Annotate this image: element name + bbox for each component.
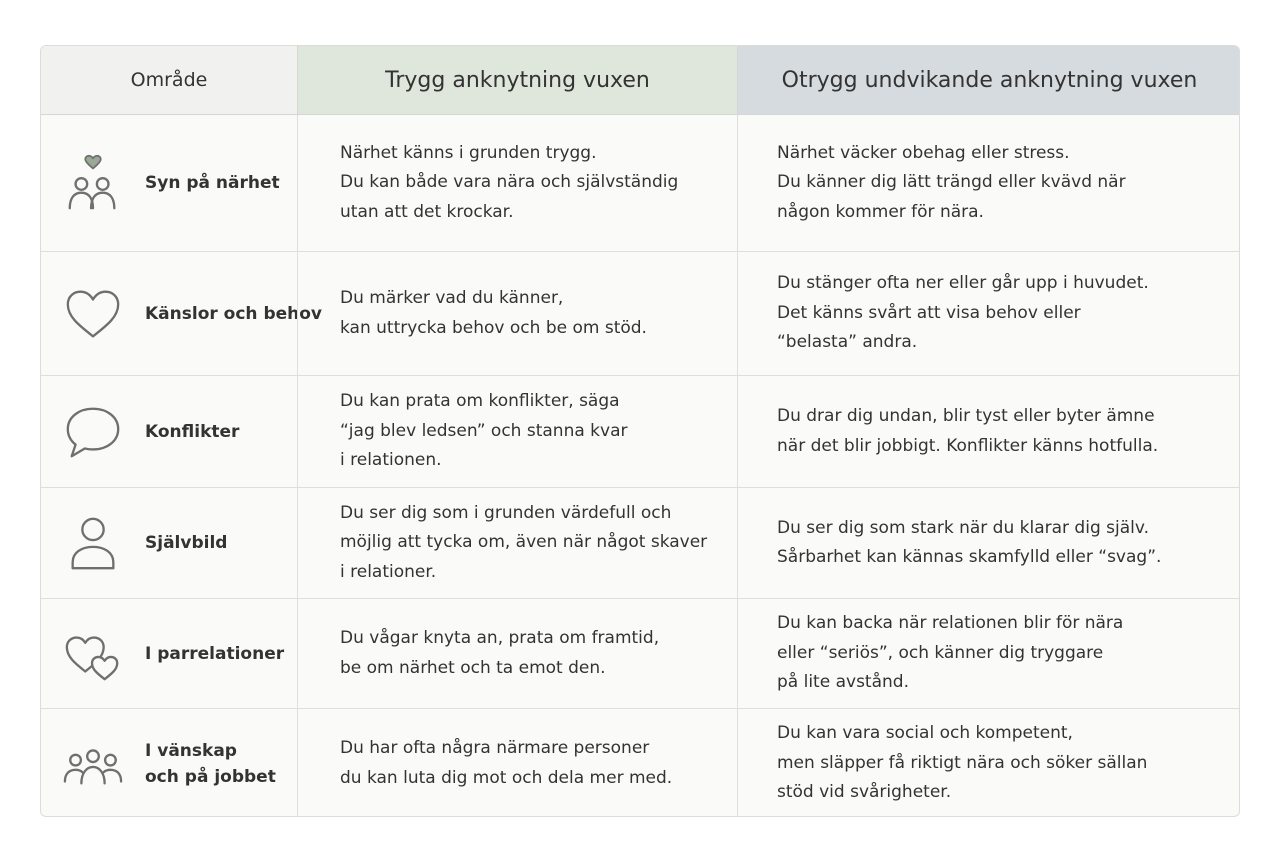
header-area: Område bbox=[41, 46, 297, 115]
table-row bbox=[41, 252, 1240, 376]
area-label: I vänskap och på jobbet bbox=[145, 740, 276, 787]
table-row bbox=[41, 709, 1240, 817]
secure-cell: Du vågar knyta an, prata om framtid, be om närhet och ta emot den. bbox=[297, 599, 737, 708]
person-icon bbox=[61, 511, 125, 575]
header-secure: Trygg anknytning vuxen bbox=[297, 46, 737, 115]
area-cell bbox=[41, 488, 297, 598]
two-hearts-icon bbox=[61, 622, 125, 686]
avoidant-cell: Du kan vara social och kompetent, men släpper få riktigt nära och söker sällan stöd vid svårigheter. bbox=[737, 709, 1240, 817]
secure-cell: Du kan prata om konflikter, säga “jag blev ledsen” och stanna kvar i relationen. bbox=[297, 376, 737, 487]
people-heart-icon bbox=[61, 151, 125, 215]
secure-cell: Närhet känns i grunden trygg. Du kan både vara nära och självständig utan att det krockar. bbox=[297, 115, 737, 251]
avoidant-cell: Du ser dig som stark när du klarar dig själv. Sårbarhet kan kännas skamfylld eller “svag”. bbox=[737, 488, 1240, 598]
speech-bubble-icon bbox=[61, 400, 125, 464]
area-cell bbox=[41, 599, 297, 708]
table-row bbox=[41, 376, 1240, 488]
secure-cell: Du har ofta några närmare personer du kan luta dig mot och dela mer med. bbox=[297, 709, 737, 817]
area-label: Självbild bbox=[145, 533, 228, 553]
secure-cell: Du märker vad du känner, kan uttrycka behov och be om stöd. bbox=[297, 252, 737, 375]
area-label: Syn på närhet bbox=[145, 173, 280, 193]
avoidant-cell: Du stänger ofta ner eller går upp i huvudet. Det känns svårt att visa behov eller “belasta” andra. bbox=[737, 252, 1240, 375]
table-row bbox=[41, 599, 1240, 709]
header-avoidant: Otrygg undvikande anknytning vuxen bbox=[737, 46, 1240, 115]
group-icon bbox=[61, 732, 125, 796]
heart-icon bbox=[61, 282, 125, 346]
avoidant-cell: Du drar dig undan, blir tyst eller byter ämne när det blir jobbigt. Konflikter känns hotfulla. bbox=[737, 376, 1240, 487]
comparison-table bbox=[40, 45, 1240, 817]
secure-cell: Du ser dig som i grunden värdefull och möjlig att tycka om, även när något skaver i relationer. bbox=[297, 488, 737, 598]
area-cell bbox=[41, 376, 297, 487]
area-cell bbox=[41, 709, 297, 817]
area-cell bbox=[41, 252, 323, 375]
area-cell bbox=[41, 115, 297, 251]
area-label: Känslor och behov bbox=[145, 303, 323, 324]
avoidant-cell: Närhet väcker obehag eller stress. Du känner dig lätt trängd eller kvävd när någon kommer för nära. bbox=[737, 115, 1240, 251]
area-label: Konflikter bbox=[145, 421, 240, 442]
table-row bbox=[41, 115, 1240, 252]
avoidant-cell: Du kan backa när relationen blir för nära eller “seriös”, och känner dig tryggare på lite avstånd. bbox=[737, 599, 1240, 708]
area-label: I parrelationer bbox=[145, 643, 285, 664]
table-row bbox=[41, 488, 1240, 599]
